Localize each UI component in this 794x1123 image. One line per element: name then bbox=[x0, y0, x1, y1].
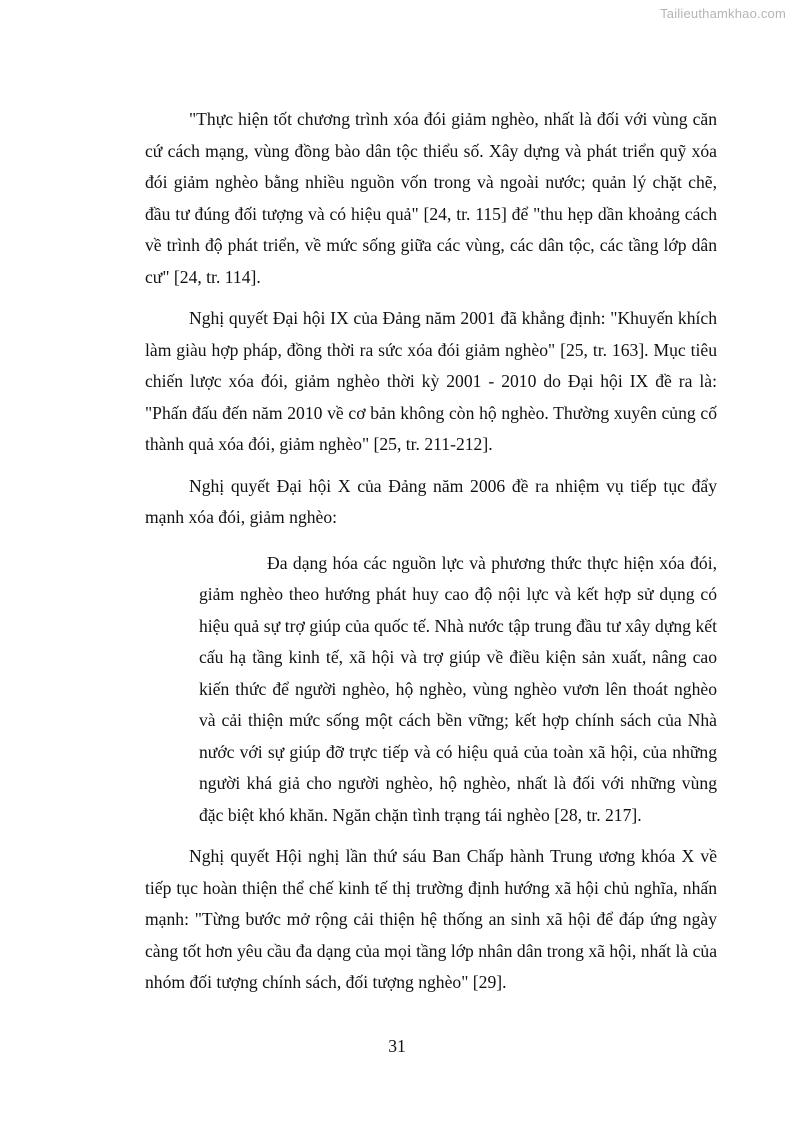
watermark: Tailieuthamkhao.com bbox=[660, 6, 786, 21]
paragraph-1: "Thực hiện tốt chương trình xóa đói giảm nghèo, nhất là đối với vùng căn cứ cách mạng, vùng đồng bào dân tộc thiểu số. Xây dựng và phát triển quỹ xóa đói giảm nghèo bằng nhiều nguồn vốn trong và ngoài nước; quản lý chặt chẽ, đầu tư đúng đối tượng và có hiệu quả" [24, tr. 115] để "thu hẹp dần khoảng cách về trình độ phát triển, về mức sống giữa các vùng, các dân tộc, các tầng lớp dân cư" [24, tr. 114]. bbox=[145, 109, 717, 287]
paragraph-4: Nghị quyết Hội nghị lần thứ sáu Ban Chấp hành Trung ương khóa X về tiếp tục hoàn thiện thể chế kinh tế thị trường định hướng xã hội chủ nghĩa, nhấn mạnh: "Từng bước mở rộng cải thiện hệ thống an sinh xã hội để đáp ứng ngày càng tốt hơn yêu cầu đa dạng của mọi tầng lớp nhân dân trong xã hội, nhất là của nhóm đối tượng chính sách, đối tượng nghèo" [29]. bbox=[145, 846, 717, 992]
block-quote: Đa dạng hóa các nguồn lực và phương thức thực hiện xóa đói, giảm nghèo theo hướng phát huy cao độ nội lực và kết hợp sử dụng có hiệu quả sự trợ giúp của quốc tế. Nhà nước tập trung đầu tư xây dựng kết cấu hạ tầng kinh tế, xã hội và trợ giúp về điều kiện sản xuất, nâng cao kiến thức để người nghèo, hộ nghèo, vùng nghèo vươn lên thoát nghèo và cải thiện mức sống một cách bền vững; kết hợp chính sách của Nhà nước với sự giúp đỡ trực tiếp và có hiệu quả của toàn xã hội, của những người khá giả cho người nghèo, hộ nghèo, nhất là đối với những vùng đặc biệt khó khăn. Ngăn chặn tình trạng tái nghèo [28, tr. 217]. bbox=[199, 552, 717, 825]
page-body bbox=[145, 104, 717, 999]
page-number: 31 bbox=[388, 1036, 406, 1056]
paragraph-3: Nghị quyết Đại hội X của Đảng năm 2006 đề ra nhiệm vụ tiếp tục đẩy mạnh xóa đói, giảm nghèo: bbox=[145, 475, 717, 527]
paragraph-2: Nghị quyết Đại hội IX của Đảng năm 2001 đã khẳng định: "Khuyến khích làm giàu hợp pháp, đồng thời ra sức xóa đói giảm nghèo" [25, tr. 163]. Mục tiêu chiến lược xóa đói, giảm nghèo thời kỳ 2001 - 2010 do Đại hội IX đề ra là: "Phấn đấu đến năm 2010 về cơ bản không còn hộ nghèo. Thường xuyên củng cố thành quả xóa đói, giảm nghèo" [25, tr. 211-212]. bbox=[145, 308, 717, 454]
